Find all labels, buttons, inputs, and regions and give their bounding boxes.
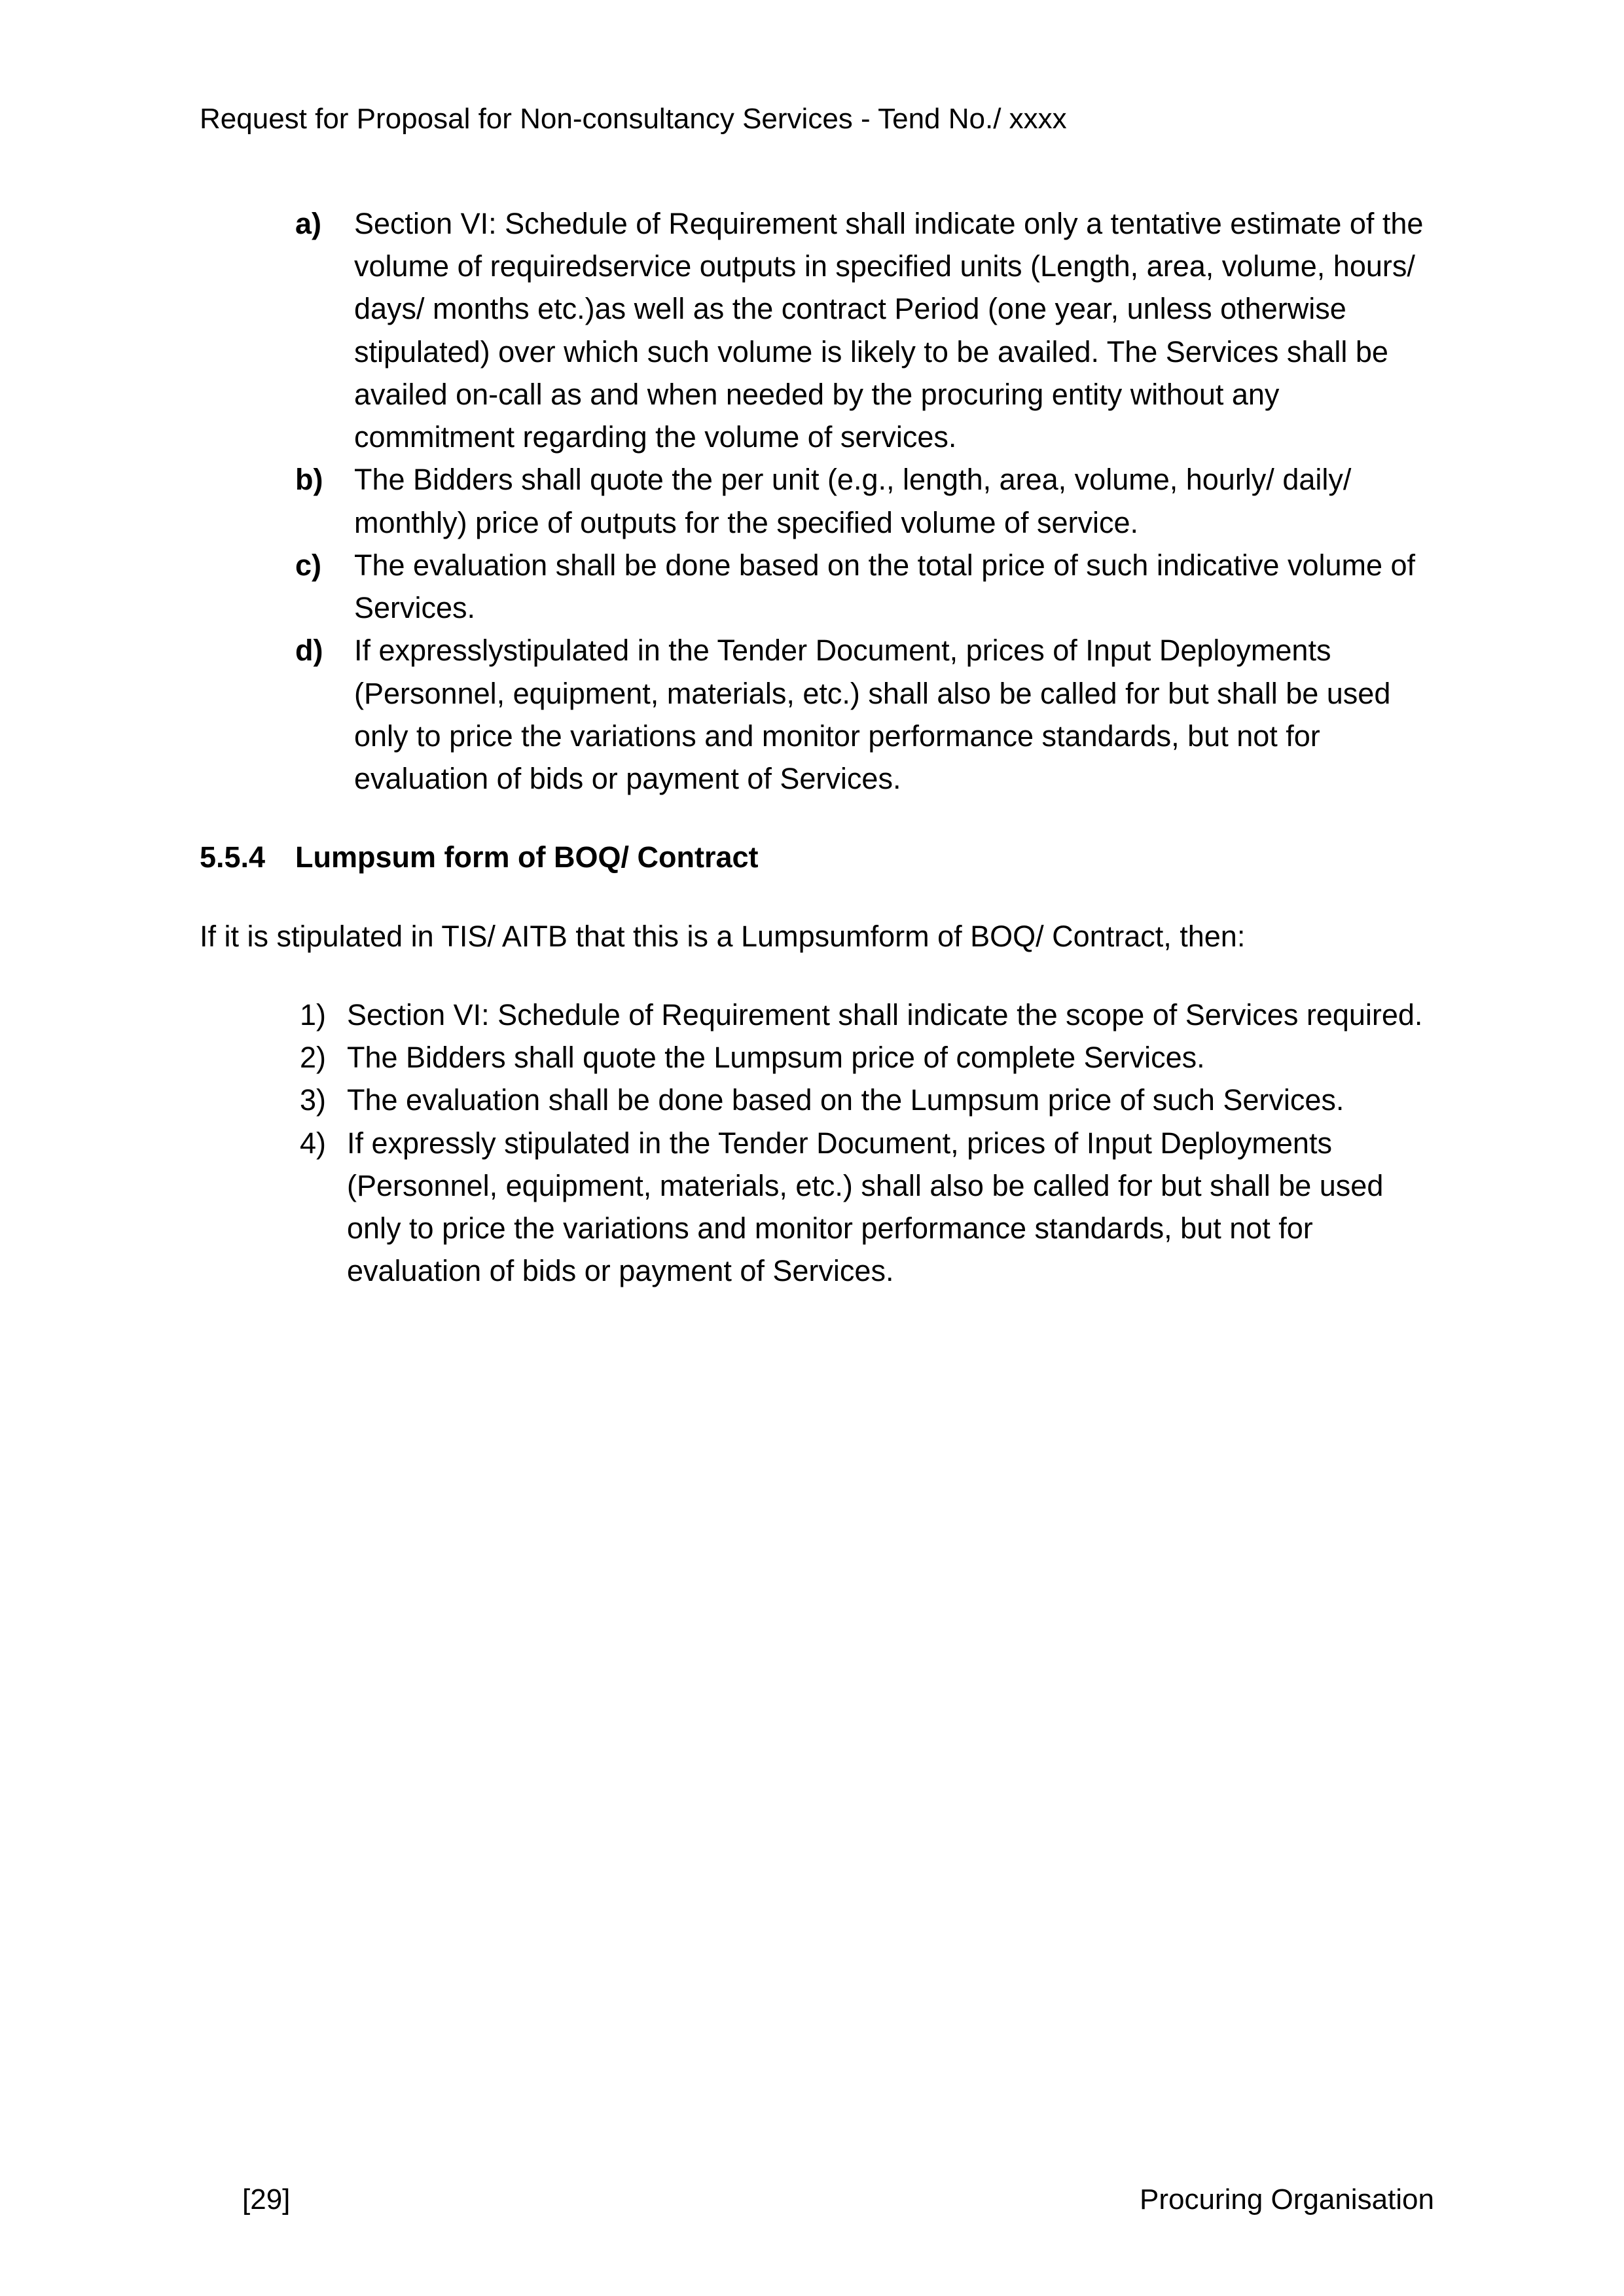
section-intro: If it is stipulated in TIS/ AITB that this is a Lumpsumform of BOQ/ Contract, then: bbox=[200, 919, 1246, 953]
list-item bbox=[300, 1036, 1434, 1079]
list-item bbox=[295, 202, 1434, 459]
list-item-text: The Bidders shall quote the per unit (e.g., length, area, volume, hourly/ daily/ monthly) price of outputs for the specified volume of service. bbox=[354, 463, 1352, 539]
list-item-label: c) bbox=[295, 548, 322, 582]
list-item bbox=[300, 1079, 1434, 1121]
list-item-text: The Bidders shall quote the Lumpsum price of complete Services. bbox=[347, 1041, 1205, 1075]
list-item-text: Section VI: Schedule of Requirement shall indicate the scope of Services required. bbox=[347, 997, 1423, 1031]
list-item-text: The evaluation shall be done based on the total price of such indicative volume of Services. bbox=[354, 548, 1416, 625]
list-item-text: The evaluation shall be done based on the Lumpsum price of such Services. bbox=[347, 1083, 1344, 1117]
list-item bbox=[295, 458, 1434, 544]
section-title: Lumpsum form of BOQ/ Contract bbox=[295, 840, 759, 874]
list-item-label: d) bbox=[295, 634, 323, 668]
page-number: [29] bbox=[242, 2183, 291, 2216]
footer-organisation: Procuring Organisation bbox=[1139, 2183, 1434, 2216]
list-item-label: 4) bbox=[300, 1126, 327, 1160]
list-item-label: a) bbox=[295, 206, 322, 240]
list-item-label: 2) bbox=[300, 1041, 327, 1075]
list-item-label: 3) bbox=[300, 1083, 327, 1117]
list-item-text: Section VI: Schedule of Requirement shall indicate only a tentative estimate of the volume of requiredservice outputs in specified units (Length, area, volume, hours/ days/ months etc.)as well as the contract Period (one year, unless otherwise stipulated) over which such volume is likely to be availed. The Services shall be availed on-call as and when needed by the procuring entity without any commitment regarding the volume of services. bbox=[354, 206, 1424, 454]
page-footer bbox=[242, 2179, 1434, 2221]
list-item-text: If expressly stipulated in the Tender Document, prices of Input Deployments (Personnel, equipment, materials, etc.) shall also be called for but shall be used only to price the variations and monitor performance standards, but not for evaluation of bids or payment of Services. bbox=[347, 1126, 1384, 1288]
numbered-list bbox=[200, 994, 1434, 1293]
page-header: Request for Proposal for Non-consultancy Services - Tend No./ xxxx bbox=[200, 103, 1067, 135]
lettered-list bbox=[200, 202, 1434, 800]
list-item bbox=[295, 629, 1434, 800]
section-number: 5.5.4 bbox=[200, 840, 266, 874]
list-item bbox=[295, 544, 1434, 630]
list-item bbox=[300, 994, 1434, 1036]
list-item bbox=[300, 1122, 1434, 1293]
list-item-label: 1) bbox=[300, 997, 327, 1031]
list-item-label: b) bbox=[295, 463, 323, 497]
list-item-text: If expresslystipulated in the Tender Document, prices of Input Deployments (Personnel, equipment, materials, etc.) shall also be called for but shall be used only to price the variations and monitor performance standards, but not for evaluation of bids or payment of Services. bbox=[354, 634, 1391, 796]
section-heading bbox=[200, 836, 1434, 878]
